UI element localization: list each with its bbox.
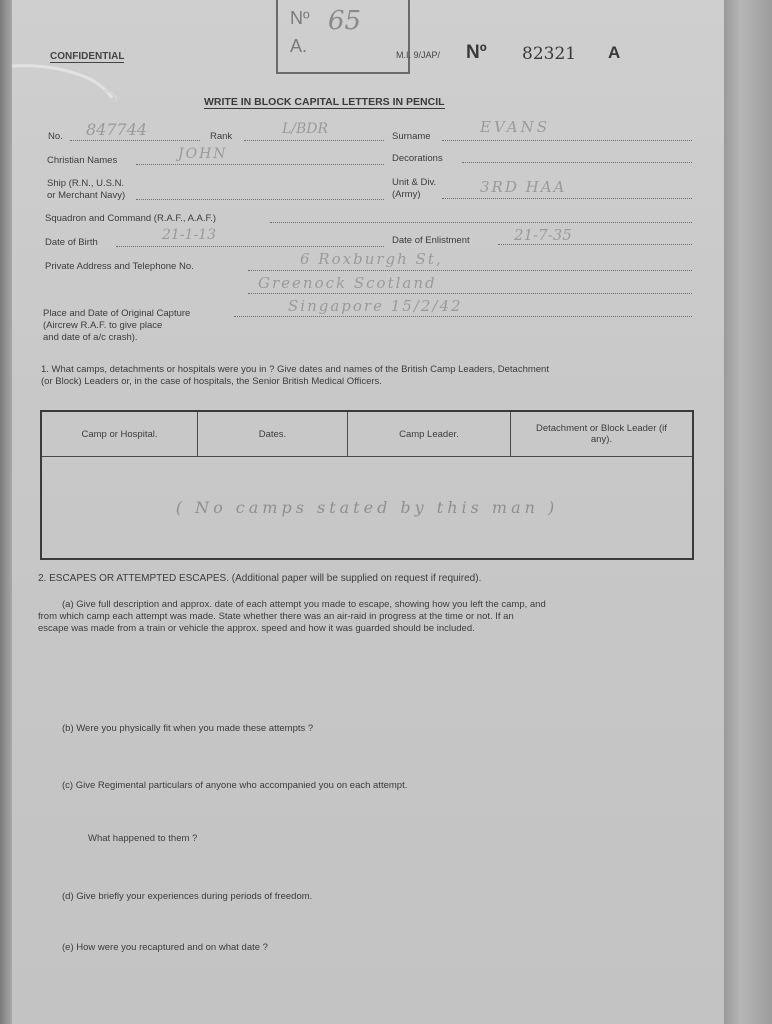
capture-value: Singapore 15/2/42 bbox=[288, 297, 463, 315]
camps-table bbox=[40, 410, 694, 560]
address-value-1: 6 Roxburgh St, bbox=[300, 250, 443, 268]
table-body-cell bbox=[41, 457, 693, 560]
ship-label-1: Ship (R.N., U.S.N. bbox=[47, 178, 125, 189]
question-c: (c) Give Regimental particulars of anyone who accompanied you on each attempt. bbox=[62, 780, 408, 791]
col-camp-leader: Camp Leader. bbox=[347, 411, 510, 457]
decorations-label: Decorations bbox=[392, 153, 443, 164]
capture-label-3: and date of a/c crash). bbox=[43, 332, 138, 343]
rank-value: L/BDR bbox=[282, 121, 329, 137]
surname-value: EVANS bbox=[480, 118, 550, 136]
rank-label: Rank bbox=[210, 131, 233, 142]
capture-label-2: (Aircrew R.A.F. to give place bbox=[43, 320, 163, 331]
christian-value: JOHN bbox=[178, 146, 228, 162]
col-camp-hospital: Camp or Hospital. bbox=[41, 411, 197, 457]
table-row bbox=[41, 457, 693, 560]
number-stamp bbox=[276, 0, 410, 74]
ref-code: M.I. 9/JAP/ bbox=[396, 50, 441, 60]
address-value-2: Greenock Scotland bbox=[258, 274, 437, 292]
question-a-line2: from which camp each attempt was made. State whether there was an air-raid in progress at the time or not. If an bbox=[38, 611, 514, 622]
surname-label: Surname bbox=[392, 131, 431, 142]
dob-value: 21-1-13 bbox=[162, 227, 216, 243]
ship-label-2: or Merchant Navy) bbox=[47, 190, 126, 201]
section1-question-line1: 1. What camps, detachments or hospitals were you in ? Give dates and names of the British Camp Leaders, Detachment bbox=[41, 364, 549, 375]
stamp-letter: A. bbox=[290, 36, 308, 56]
stamp-no-value: 65 bbox=[328, 6, 362, 36]
classification-label: CONFIDENTIAL bbox=[50, 51, 125, 62]
question-c-sub: What happened to them ? bbox=[88, 833, 198, 844]
question-d: (d) Give briefly your experiences during periods of freedom. bbox=[62, 891, 313, 902]
form-instruction: WRITE IN BLOCK CAPITAL LETTERS IN PENCIL bbox=[204, 96, 445, 108]
col-detachment-leader: Detachment or Block Leader (if any). bbox=[510, 411, 693, 457]
form-page bbox=[12, 0, 724, 1024]
unit-label-1: Unit & Div. bbox=[392, 177, 437, 188]
handwritten-note: ( No camps stated by this man ) bbox=[175, 498, 559, 517]
string-tie bbox=[12, 62, 132, 102]
serial-number: 82321 bbox=[522, 44, 577, 64]
table-header-row bbox=[41, 411, 693, 457]
paper-edge-left bbox=[0, 0, 12, 1024]
section1-question-line2: (or Block) Leaders or, in the case of hospitals, the Senior British Medical Officers. bbox=[41, 376, 382, 387]
enlist-label: Date of Enlistment bbox=[392, 235, 470, 246]
squadron-label: Squadron and Command (R.A.F., A.A.F.) bbox=[45, 213, 217, 224]
enlist-value: 21-7-35 bbox=[514, 226, 572, 244]
serial-suffix: A bbox=[608, 43, 621, 62]
unit-label-2: (Army) bbox=[392, 189, 421, 200]
serial-prefix: Nº bbox=[466, 42, 487, 63]
no-value: 847744 bbox=[86, 120, 148, 139]
question-a-line3: escape was made from a train or vehicle the approx. speed and how it was guarded should be included. bbox=[38, 623, 475, 634]
paper-stack-right bbox=[724, 0, 772, 1024]
no-label: No. bbox=[48, 131, 63, 142]
question-b: (b) Were you physically fit when you made these attempts ? bbox=[62, 723, 314, 734]
dob-label: Date of Birth bbox=[45, 237, 98, 248]
question-a-line1: (a) Give full description and approx. date of each attempt you made to escape, showing how you left the camp, and bbox=[62, 599, 546, 610]
question-e: (e) How were you recaptured and on what date ? bbox=[62, 942, 268, 953]
address-label: Private Address and Telephone No. bbox=[45, 261, 194, 272]
col-dates: Dates. bbox=[197, 411, 347, 457]
unit-value: 3RD HAA bbox=[480, 178, 567, 196]
christian-label: Christian Names bbox=[47, 155, 118, 166]
stamp-no-label: Nº bbox=[290, 8, 310, 28]
capture-label-1: Place and Date of Original Capture bbox=[43, 308, 191, 319]
section2-heading: 2. ESCAPES OR ATTEMPTED ESCAPES. (Additional paper will be supplied on request if required). bbox=[38, 573, 482, 584]
